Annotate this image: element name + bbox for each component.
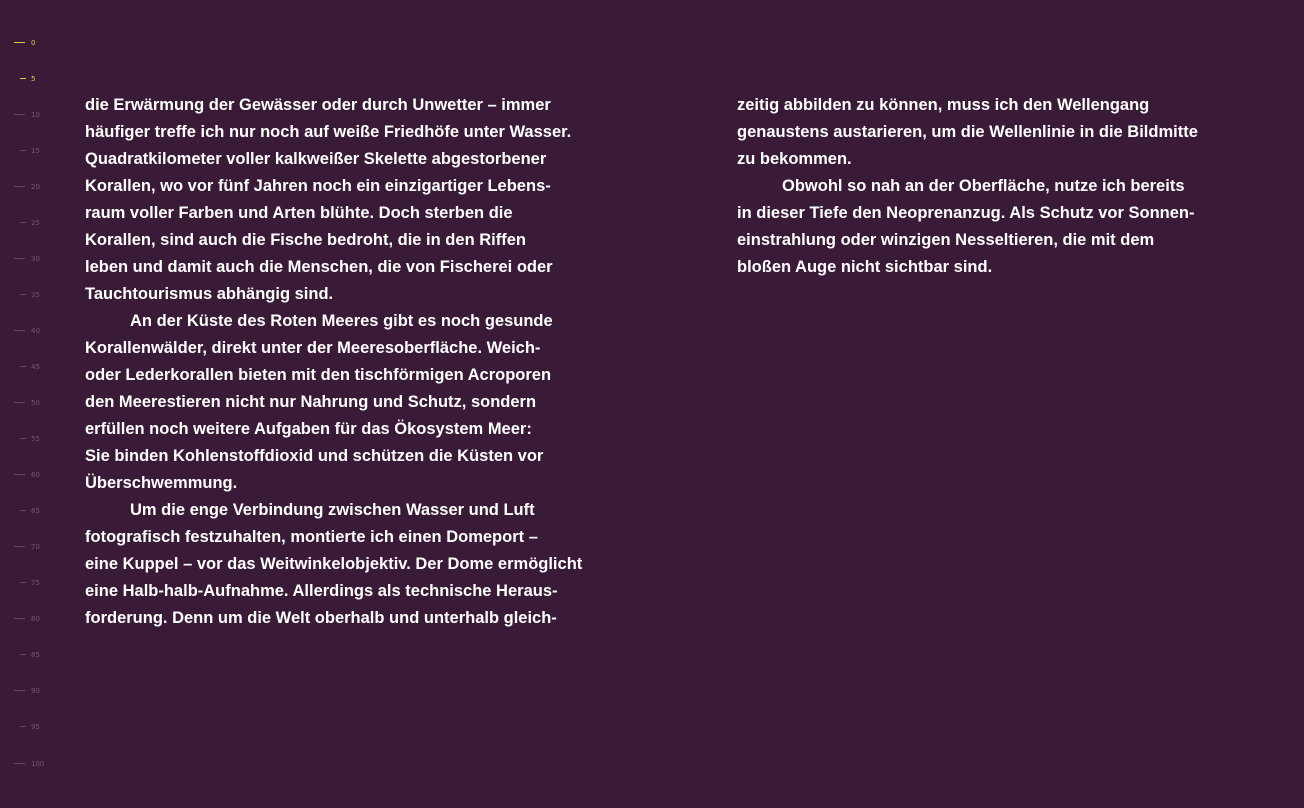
ruler-tick-label: 20 (31, 183, 40, 191)
ruler-tick-label: 70 (31, 543, 40, 551)
text-line: erfüllen noch weitere Aufgaben für das Ökosystem Meer: (85, 420, 532, 438)
ruler-tick-label: 35 (31, 291, 40, 299)
text-line: Quadratkilometer voller kalkweißer Skelette abgestorbener (85, 150, 547, 168)
ruler-tick (0, 685, 60, 697)
text-line: Korallen, wo vor fünf Jahren noch ein einzigartiger Lebens- (85, 177, 551, 195)
ruler-tick (0, 541, 60, 553)
text-line: zeitig abbilden zu können, muss ich den Wellengang (737, 96, 1150, 114)
line-number-ruler (0, 0, 60, 808)
text-line: eine Kuppel – vor das Weitwinkelobjektiv. Der Dome ermöglicht (85, 555, 583, 573)
ruler-tick (0, 289, 60, 301)
paragraph-start-line: Obwohl so nah an der Oberfläche, nutze ich bereits (782, 177, 1185, 195)
ruler-tick (0, 325, 60, 337)
text-line: häufiger treffe ich nur noch auf weiße Friedhöfe unter Wasser. (85, 123, 572, 141)
text-line: Tauchtourismus abhängig sind. (85, 285, 334, 303)
ruler-tick (0, 469, 60, 481)
text-line: genaustens austarieren, um die Wellenlinie in die Bildmitte (737, 123, 1198, 141)
text-line: zu bekommen. (737, 150, 852, 168)
ruler-tick (0, 73, 60, 85)
ruler-tick-label: 75 (31, 579, 40, 587)
ruler-tick-label: 40 (31, 327, 40, 335)
ruler-tick-label: 60 (31, 471, 40, 479)
text-line: leben und damit auch die Menschen, die von Fischerei oder (85, 258, 553, 276)
ruler-tick-label: 25 (31, 219, 40, 227)
text-line: oder Lederkorallen bieten mit den tischförmigen Acroporen (85, 366, 552, 384)
text-line: Überschwemmung. (85, 474, 238, 492)
ruler-tick (0, 181, 60, 193)
text-line: Sie binden Kohlenstoffdioxid und schützen die Küsten vor (85, 447, 544, 465)
ruler-tick-label: 90 (31, 687, 40, 695)
paragraph-start-line: Um die enge Verbindung zwischen Wasser und Luft (130, 501, 535, 519)
text-column-left (85, 92, 582, 632)
ruler-tick-label: 30 (31, 255, 40, 263)
text-line: eine Halb-halb-Aufnahme. Allerdings als technische Heraus- (85, 582, 558, 600)
ruler-tick-label: 45 (31, 363, 40, 371)
ruler-tick (0, 577, 60, 589)
ruler-tick-label: 15 (31, 147, 40, 155)
ruler-tick-label: 0 (31, 39, 36, 47)
ruler-tick-label: 10 (31, 111, 40, 119)
ruler-tick (0, 145, 60, 157)
ruler-tick (0, 721, 60, 733)
ruler-tick-label: 80 (31, 615, 40, 623)
paragraph-start-line: An der Küste des Roten Meeres gibt es noch gesunde (130, 312, 553, 330)
text-line: forderung. Denn um die Welt oberhalb und unterhalb gleich- (85, 609, 557, 627)
text-line: den Meerestieren nicht nur Nahrung und Schutz, sondern (85, 393, 537, 411)
ruler-tick (0, 649, 60, 661)
text-line: die Erwärmung der Gewässer oder durch Unwetter – immer (85, 96, 551, 114)
ruler-tick-label: 95 (31, 723, 40, 731)
ruler-tick-label: 50 (31, 399, 40, 407)
text-column-right (737, 92, 1198, 281)
ruler-tick-label: 100 (31, 760, 45, 768)
ruler-tick (0, 613, 60, 625)
text-line: raum voller Farben und Arten blühte. Doch sterben die (85, 204, 513, 222)
ruler-tick (0, 505, 60, 517)
ruler-tick-label: 65 (31, 507, 40, 515)
text-line: Korallen, sind auch die Fische bedroht, die in den Riffen (85, 231, 526, 249)
text-line: fotografisch festzuhalten, montierte ich einen Domeport – (85, 528, 538, 546)
text-line: bloßen Auge nicht sichtbar sind. (737, 258, 993, 276)
text-line: einstrahlung oder winzigen Nesseltieren, die mit dem (737, 231, 1155, 249)
ruler-tick (0, 397, 60, 409)
ruler-tick-label: 5 (31, 75, 36, 83)
ruler-tick (0, 217, 60, 229)
ruler-tick (0, 37, 60, 49)
text-line: in dieser Tiefe den Neoprenanzug. Als Schutz vor Sonnen- (737, 204, 1195, 222)
ruler-tick-label: 85 (31, 651, 40, 659)
ruler-tick-label: 55 (31, 435, 40, 443)
ruler-tick (0, 433, 60, 445)
ruler-tick (0, 109, 60, 121)
ruler-tick (0, 361, 60, 373)
text-line: Korallenwälder, direkt unter der Meeresoberfläche. Weich- (85, 339, 541, 357)
ruler-tick (0, 758, 60, 770)
ruler-tick (0, 253, 60, 265)
